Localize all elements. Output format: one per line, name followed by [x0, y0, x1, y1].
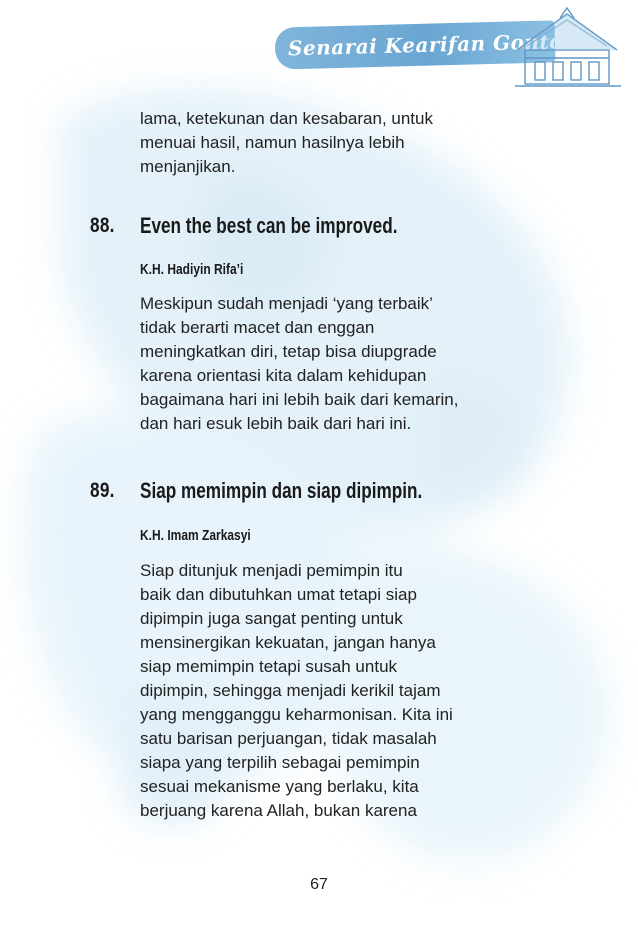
text-line: Meskipun sudah menjadi ‘yang terbaik’	[140, 294, 433, 313]
text-line: baik dan dibutuhkan umat tetapi siap	[140, 585, 417, 604]
entry-paragraph	[140, 292, 580, 436]
text-line: satu barisan perjuangan, tidak masalah	[140, 729, 437, 748]
text-line: mensinergikan kekuatan, jangan hanya	[140, 633, 436, 652]
text-line: dan hari esuk lebih baik dari hari ini.	[140, 414, 412, 433]
entry-paragraph	[140, 559, 580, 823]
entry-title: Even the best can be improved.	[140, 213, 398, 238]
entry-author: K.H. Imam Zarkasyi	[140, 527, 251, 544]
text-line: dipimpin juga sangat penting untuk	[140, 609, 403, 628]
text-line: lama, ketekunan dan kesabaran, untuk	[140, 109, 433, 128]
entry-author: K.H. Hadiyin Rifa’i	[140, 261, 244, 278]
text-line: dipimpin, sehingga menjadi kerikil tajam	[140, 681, 441, 700]
text-line: bagaimana hari ini lebih baik dari kemarin,	[140, 390, 459, 409]
header-title: Senarai Kearifan Gontory	[287, 28, 587, 61]
text-line: menuai hasil, namun hasilnya lebih	[140, 133, 405, 152]
text-line: siap memimpin tetapi susah untuk	[140, 657, 398, 676]
entry-number: 88.	[90, 214, 115, 237]
text-line: meningkatkan diri, tetap bisa diupgrade	[140, 342, 437, 361]
entry-title: Siap memimpin dan siap dipimpin.	[140, 478, 423, 503]
text-line: yang mengganggu keharmonisan. Kita ini	[140, 705, 453, 724]
text-line: karena orientasi kita dalam kehidupan	[140, 366, 427, 385]
text-line: berjuang karena Allah, bukan karena	[140, 801, 417, 820]
text-line: menjanjikan.	[140, 157, 236, 176]
text-line: Siap ditunjuk menjadi pemimpin itu	[140, 561, 403, 580]
house-illustration-icon	[505, 6, 630, 94]
text-line: siapa yang terpilih sebagai pemimpin	[140, 753, 420, 772]
text-line: sesuai mekanisme yang berlaku, kita	[140, 777, 419, 796]
page-number: 67	[310, 876, 328, 893]
entry-number: 89.	[90, 479, 115, 502]
text-line: tidak berarti macet dan enggan	[140, 318, 375, 337]
intro-paragraph	[140, 107, 580, 179]
